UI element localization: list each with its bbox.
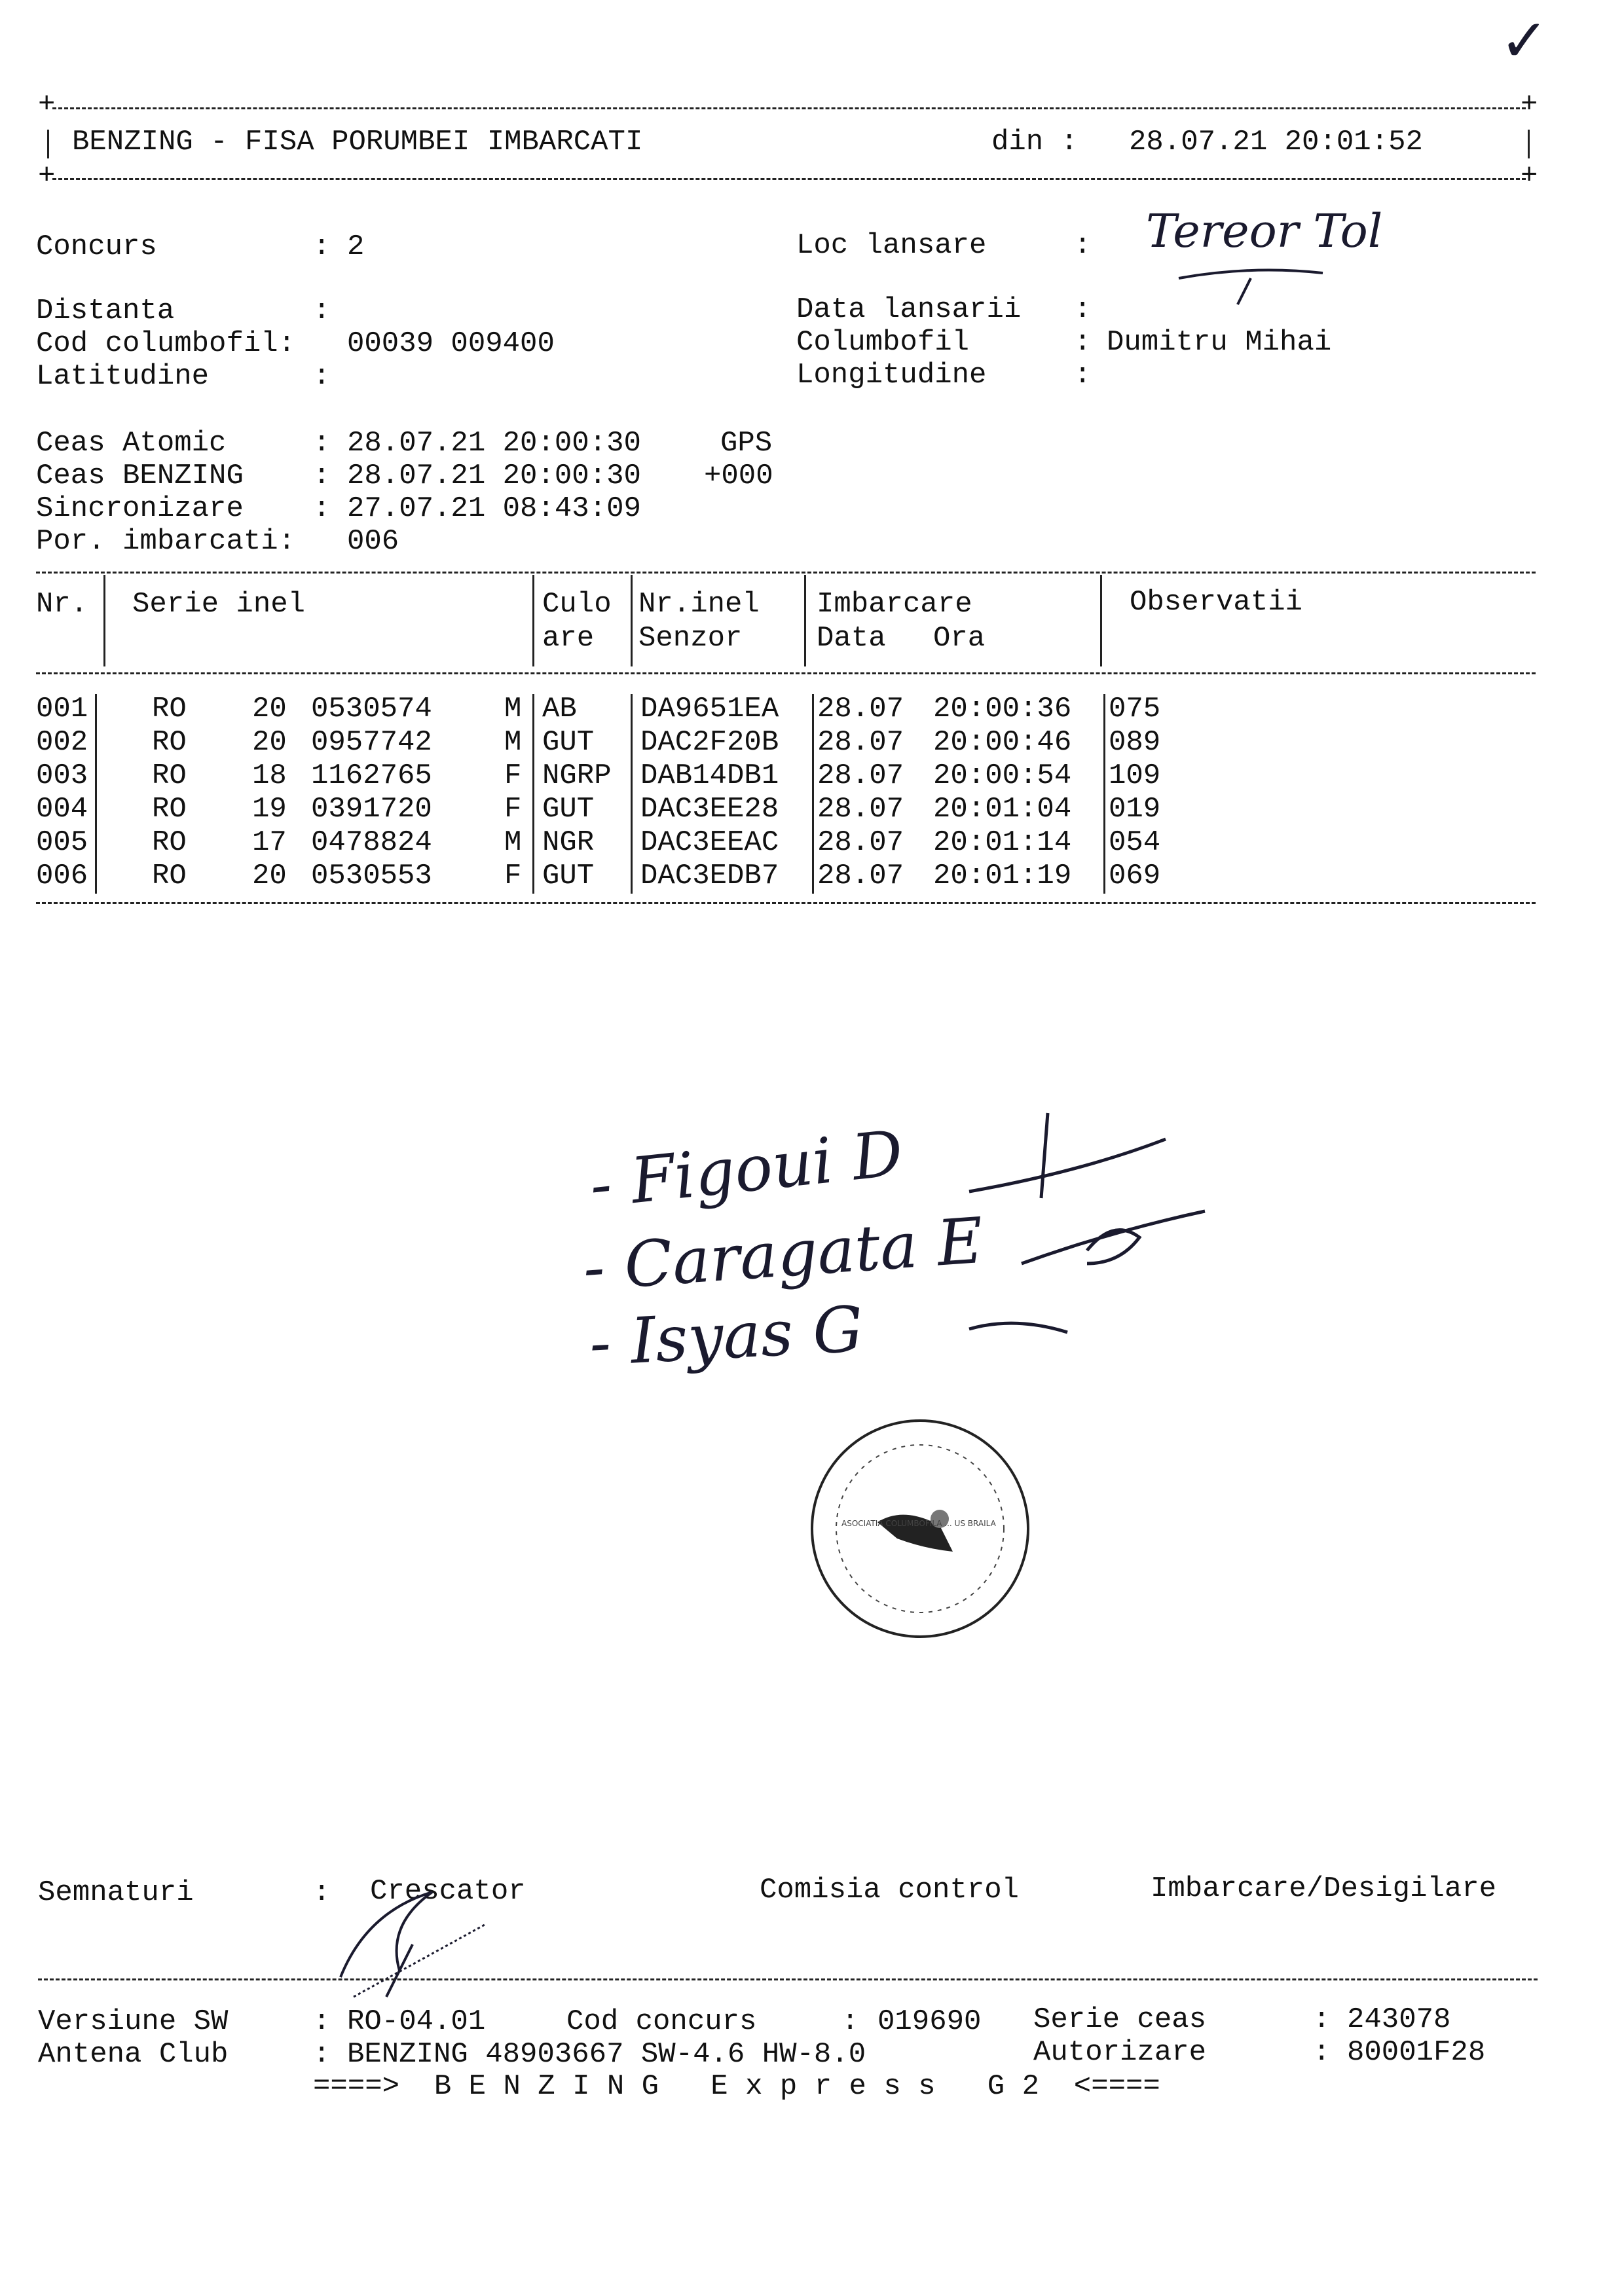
table-row: [0, 826, 1624, 860]
table-row: [0, 726, 1624, 759]
sincronizare-value: 27.07.21 08:43:09: [347, 492, 641, 525]
cell-sensor: DA9651EA: [640, 693, 779, 725]
table-row: [0, 693, 1624, 726]
longitudine-colon: :: [1074, 359, 1092, 392]
autorizare-value: 80001F28: [1347, 2036, 1486, 2069]
cell-color: GUT: [542, 726, 595, 759]
cell-sensor: DAC3EDB7: [640, 860, 779, 892]
cell-country: RO: [152, 826, 187, 859]
col-sep-2: [532, 575, 534, 666]
col-header-data: Data: [817, 622, 886, 655]
sincronizare-label: Sincronizare: [36, 492, 244, 525]
cod-concurs-value: 019690: [877, 2005, 982, 2038]
cell-year: 20: [252, 693, 287, 725]
distanta-label: Distanta: [36, 295, 175, 327]
autorizare-label: Autorizare: [1033, 2036, 1207, 2069]
cell-ring: 0478824: [311, 826, 432, 859]
loc-lansare-colon: :: [1074, 229, 1092, 262]
serie-ceas-colon: :: [1313, 2003, 1331, 2036]
col-header-senzor: Senzor: [638, 622, 743, 655]
din-label: din :: [991, 126, 1079, 158]
semnaturi-label: Semnaturi: [38, 1876, 194, 1909]
latitudine-colon: :: [313, 360, 331, 393]
cell-country: RO: [152, 726, 187, 759]
cell-ring: 0957742: [311, 726, 432, 759]
stamp-graphic: [805, 1414, 1035, 1643]
table-row: [0, 793, 1624, 826]
imbarcare-desigilare-label: Imbarcare/Desigilare: [1151, 1872, 1497, 1905]
cell-date: 28.07: [817, 693, 904, 725]
ceas-atomic-value: 28.07.21 20:00:30: [347, 427, 641, 460]
cell-country: RO: [152, 693, 187, 725]
cell-sex: F: [504, 793, 522, 826]
table-top-dash: [36, 572, 1536, 574]
cell-country: RO: [152, 793, 187, 826]
cell-year: 20: [252, 726, 287, 759]
versiune-sw-value: RO-04.01: [347, 2005, 486, 2038]
cell-obs: 109: [1109, 759, 1161, 792]
cell-country: RO: [152, 759, 187, 792]
distanta-colon: :: [313, 295, 331, 327]
cod-columbofil-value: 00039 009400: [347, 327, 555, 360]
cell-sex: M: [504, 693, 522, 725]
header-top-dash: [52, 107, 1526, 109]
cell-nr: 004: [36, 793, 88, 826]
cod-concurs-colon: :: [841, 2005, 859, 2038]
cell-sex: F: [504, 860, 522, 892]
cell-date: 28.07: [817, 759, 904, 792]
cell-year: 18: [252, 759, 287, 792]
stamp-text: ASOCIATIA COLUMBOFILA ... US BRAILA: [841, 1519, 996, 1528]
table-row: [0, 860, 1624, 893]
cell-nr: 005: [36, 826, 88, 859]
check-mark: ✓: [1500, 7, 1549, 75]
serie-ceas-value: 243078: [1347, 2003, 1451, 2036]
antena-club-value: BENZING 48903667 SW-4.6 HW-8.0: [347, 2038, 866, 2071]
cell-year: 20: [252, 860, 287, 892]
ceas-atomic-label: Ceas Atomic: [36, 427, 227, 460]
cell-nr: 003: [36, 759, 88, 792]
cell-time: 20:00:54: [933, 759, 1072, 792]
cell-nr: 006: [36, 860, 88, 892]
versiune-sw-colon: :: [313, 2005, 331, 2038]
data-lansarii-colon: :: [1074, 293, 1092, 326]
col-header-imbarcare: Imbarcare: [817, 588, 972, 621]
crescator-label: Crescator: [370, 1875, 526, 1908]
table-header-dash: [36, 672, 1536, 674]
header-left-bar: [47, 130, 49, 158]
col-header-nr: Nr.: [36, 588, 88, 621]
semnaturi-colon: :: [313, 1876, 331, 1909]
col-header-ora: Ora: [933, 622, 986, 655]
handwritten-line-1: - Figoui D: [586, 1116, 907, 1222]
col-header-are: are: [542, 622, 595, 655]
ceas-atomic-colon: :: [313, 427, 331, 460]
comisia-control-label: Comisia control: [760, 1874, 1020, 1906]
cell-nr: 002: [36, 726, 88, 759]
latitudine-label: Latitudine: [36, 360, 210, 393]
cell-sensor: DAC2F20B: [640, 726, 779, 759]
association-stamp: [805, 1414, 1035, 1643]
versiune-sw-label: Versiune SW: [38, 2005, 229, 2038]
antena-club-label: Antena Club: [38, 2038, 229, 2071]
table-row: [0, 759, 1624, 793]
cod-columbofil-label: Cod columbofil:: [36, 327, 296, 360]
loc-lansare-handwritten: Tereor Tol: [1146, 204, 1383, 258]
header-bottom-border-right: +: [1521, 160, 1538, 192]
loc-lansare-label: Loc lansare: [796, 229, 987, 262]
cell-date: 28.07: [817, 793, 904, 826]
columbofil-colon: :: [1074, 326, 1092, 359]
handwritten-line-2: - Caragata E: [580, 1203, 986, 1305]
cell-sex: M: [504, 726, 522, 759]
cell-obs: 075: [1109, 693, 1161, 725]
cell-obs: 069: [1109, 860, 1161, 892]
cell-sensor: DAB14DB1: [640, 759, 779, 792]
cod-columbofil-label-text: Cod columbofil: [36, 327, 278, 360]
table-bottom-dash: [36, 902, 1536, 904]
cell-color: GUT: [542, 860, 595, 892]
header-top-border: +: [38, 88, 56, 121]
concurs-value: 2: [347, 230, 365, 263]
ceas-benzing-label: Ceas BENZING: [36, 460, 244, 492]
por-imbarcati-label: Por. imbarcati:: [36, 525, 296, 558]
cell-color: NGR: [542, 826, 595, 859]
col-header-nr-inel: Nr.inel: [638, 588, 760, 621]
page-title: BENZING - FISA PORUMBEI IMBARCATI: [72, 126, 643, 158]
cell-sex: M: [504, 826, 522, 859]
cell-country: RO: [152, 860, 187, 892]
cell-time: 20:00:36: [933, 693, 1072, 725]
cell-date: 28.07: [817, 860, 904, 892]
serie-ceas-label: Serie ceas: [1033, 2003, 1207, 2036]
col-sep-5: [1100, 575, 1102, 666]
cell-sensor: DAC3EE28: [640, 793, 779, 826]
cod-concurs-label: Cod concurs: [566, 2005, 757, 2038]
concurs-colon: :: [313, 230, 331, 263]
por-imbarcati-value: 006: [347, 525, 399, 558]
benzing-express-banner: ====> B E N Z I N G E x p r e s s G 2 <====: [313, 2070, 1160, 2103]
por-imbarcati-label-text: Por. imbarcati: [36, 525, 278, 558]
cell-ring: 0530553: [311, 860, 432, 892]
antena-club-colon: :: [313, 2038, 331, 2071]
ceas-benzing-value: 28.07.21 20:00:30: [347, 460, 641, 492]
data-lansarii-label: Data lansarii: [796, 293, 1022, 326]
cell-ring: 1162765: [311, 759, 432, 792]
cell-nr: 001: [36, 693, 88, 725]
cell-obs: 054: [1109, 826, 1161, 859]
cell-color: NGRP: [542, 759, 612, 792]
col-header-serie-inel: Serie inel: [132, 588, 306, 621]
sincronizare-colon: :: [313, 492, 331, 525]
loc-lansare-underline: [1172, 259, 1369, 311]
cell-color: AB: [542, 693, 577, 725]
cell-sensor: DAC3EEAC: [640, 826, 779, 859]
header-bottom-border: +: [38, 160, 56, 192]
cell-year: 17: [252, 826, 287, 859]
longitudine-label: Longitudine: [796, 359, 987, 392]
handwritten-strokes: [917, 1100, 1257, 1375]
cell-date: 28.07: [817, 726, 904, 759]
col-header-observatii: Observatii: [1130, 586, 1303, 619]
cell-obs: 089: [1109, 726, 1161, 759]
col-sep-3: [631, 575, 633, 666]
cell-date: 28.07: [817, 826, 904, 859]
crescator-signature: [327, 1872, 524, 2003]
cell-sex: F: [504, 759, 522, 792]
header-bottom-dash: [52, 178, 1526, 180]
cell-color: GUT: [542, 793, 595, 826]
col-header-culo: Culo: [542, 588, 612, 621]
cell-ring: 0391720: [311, 793, 432, 826]
header-timestamp: 28.07.21 20:01:52: [1129, 126, 1423, 158]
ceas-benzing-suffix: +000: [704, 460, 773, 492]
cell-obs: 019: [1109, 793, 1161, 826]
cell-time: 20:00:46: [933, 726, 1072, 759]
columbofil-value: Dumitru Mihai: [1107, 326, 1332, 359]
autorizare-colon: :: [1313, 2036, 1331, 2069]
concurs-label: Concurs: [36, 230, 157, 263]
handwritten-line-3: - Isyas G: [587, 1292, 865, 1380]
col-sep-4: [804, 575, 806, 666]
cell-ring: 0530574: [311, 693, 432, 725]
cell-time: 20:01:14: [933, 826, 1072, 859]
header-right-bar: [1528, 130, 1530, 158]
cell-time: 20:01:04: [933, 793, 1072, 826]
cell-time: 20:01:19: [933, 860, 1072, 892]
ceas-benzing-colon: :: [313, 460, 331, 492]
ceas-atomic-suffix: GPS: [720, 427, 773, 460]
columbofil-label: Columbofil: [796, 326, 970, 359]
header-top-border-right: +: [1521, 88, 1538, 121]
footer-top-dash: [38, 1978, 1538, 1980]
cell-year: 19: [252, 793, 287, 826]
col-sep-1: [103, 575, 105, 666]
